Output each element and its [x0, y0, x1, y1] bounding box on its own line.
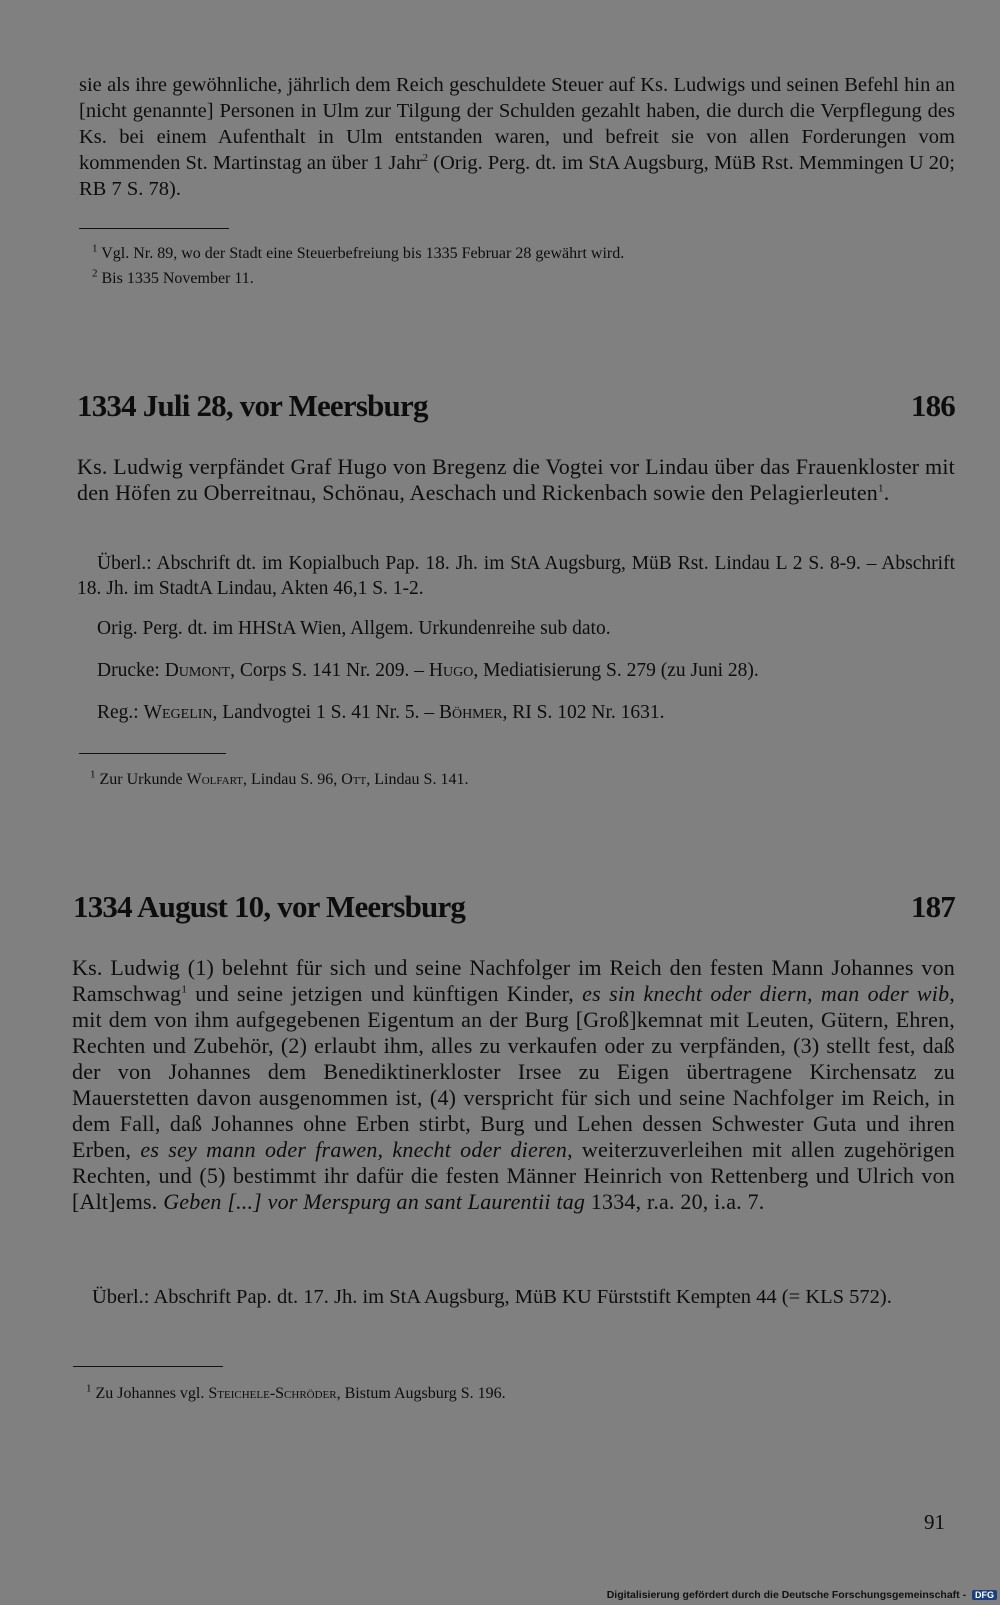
- footnote-ref: 2: [422, 152, 429, 165]
- dfg-footer: [607, 1589, 997, 1601]
- source-ueberl-186: Überl.: Abschrift dt. im Kopialbuch Pap. 18. Jh. im StA Augsburg, MüB Rst. Lindau L 2 S. 8-9. – Abschrift 18. Jh. im StadtA Lindau, Akten 46,1 S. 1-2.: [77, 553, 955, 599]
- entry-date-place: 1334 August 10, vor Meersburg: [73, 889, 466, 924]
- page-number: 91: [924, 1510, 945, 1534]
- footnote-mark: 1: [90, 768, 96, 781]
- footnote-ref: 1: [878, 482, 884, 495]
- footnote-1: [92, 244, 624, 264]
- dfg-logo: DFG: [972, 1590, 997, 1600]
- footnote-mark: 1: [86, 1382, 92, 1395]
- footnote-rule: [73, 1366, 223, 1367]
- footnote-rule: [79, 753, 226, 754]
- source-ueberl-187: Überl.: Abschrift Pap. dt. 17. Jh. im StA Augsburg, MüB KU Fürststift Kempten 44 (= KLS 572).: [92, 1286, 892, 1308]
- footnote-ref: 1: [181, 983, 188, 996]
- source-drucke-186: Drucke: Dumont, Corps S. 141 Nr. 209. – Hugo, Mediatisierung S. 279 (zu Juni 28).: [97, 660, 759, 681]
- footer-text: Digitalisierung gefördert durch die Deutsche Forschungsgemeinschaft -: [606, 1589, 969, 1601]
- entry-date-place: 1334 Juli 28, vor Meersburg: [77, 388, 428, 423]
- footnote-mark: 2: [92, 267, 98, 280]
- footnote-rule: [79, 228, 229, 229]
- footnote-mark: 1: [92, 242, 98, 255]
- summary-text: Ks. Ludwig verpfändet Graf Hugo von Bregenz die Vogtei vor Lindau über das Frauenkloster mit den Höfen zu Oberreitnau, Schönau, Aeschach und Rickenbach sowie den Pelagierleuten: [77, 454, 955, 505]
- paragraph-text-end: (Orig. Perg. dt. im StA Augsburg, MüB Rst. Memmingen U 20; RB 7 S. 78).: [79, 152, 955, 200]
- continuation-paragraph: [79, 72, 955, 202]
- entry-number: 186: [910, 388, 955, 423]
- footnote-text: Vgl. Nr. 89, wo der Stadt eine Steuerbefreiung bis 1335 Februar 28 gewährt wird.: [101, 245, 625, 262]
- footnote-187-1: $^1$ Zu Johannes vgl. Steichele-Schröder, Bistum Augsburg S. 196.: [86, 1382, 506, 1402]
- entry-heading-186: [77, 388, 955, 424]
- entry-heading-187: [73, 889, 955, 925]
- footnote-text: Bis 1335 November 11.: [101, 270, 254, 287]
- source-reg-186: Reg.: Wegelin, Landvogtei 1 S. 41 Nr. 5. – Böhmer, RI S. 102 Nr. 1631.: [97, 702, 665, 723]
- source-orig-186: Orig. Perg. dt. im HHStA Wien, Allgem. Urkundenreihe sub dato.: [97, 618, 611, 639]
- paragraph-text: sie als ihre gewöhnliche, jährlich dem Reich geschuldete Steuer auf Ks. Ludwigs und seinen Befehl hin an [nicht genannte] Personen in Ulm zur Tilgung der Schulden gezahlt haben, die durch die Verpflegung des Ks. bei einem Aufenthalt in Ulm entstanden waren, und befreit sie von allen Forderungen vom kommenden St. Martinstag an über 1 Jahr: [79, 74, 955, 174]
- entry-summary-186: [77, 454, 955, 506]
- footnote-2: [92, 269, 254, 289]
- footnote-186-1: $^1$ Zur Urkunde Wolfart, Lindau S. 96, Ott, Lindau S. 141.: [90, 768, 469, 788]
- summary-text-end: .: [883, 480, 890, 505]
- entry-number: 187: [910, 889, 955, 924]
- entry-summary-187: Ks. Ludwig (1) belehnt für sich und seine Nachfolger im Reich den festen Mann Johannes von Ramschwag$^1$ und seine jetzigen und künftigen Kinder, es sin knecht oder diern, man oder wib, mit dem von ihm aufgegebenen Eigentum an der Burg [Groß]kemnat mit Leuten, Gütern, Ehren, Rechten und Zubehör, (2) erlaubt ihm, alles zu verkaufen oder zu verpfänden, (3) stellt fest, daß der von Johannes dem Benediktinerkloster Irsee zu Eigen übertragene Kirchensatz zu Mauerstetten davon ausgenommen ist, (4) verspricht für sich und seine Nachfolger im Reich, in dem Fall, daß Johannes ohne Erben stirbt, Burg und Lehen dessen Schwester Guta und ihren Erben, es sey mann oder frawen, knecht oder dieren, weiterzuverleihen mit allen zugehörigen Rechten, und (5) bestimmt ihr dafür die festen Männer Heinrich von Rettenberg und Ulrich von [Alt]ems. Geben [...] vor Merspurg an sant Laurentii tag 1334, r.a. 20, i.a. 7.: [72, 955, 955, 1214]
